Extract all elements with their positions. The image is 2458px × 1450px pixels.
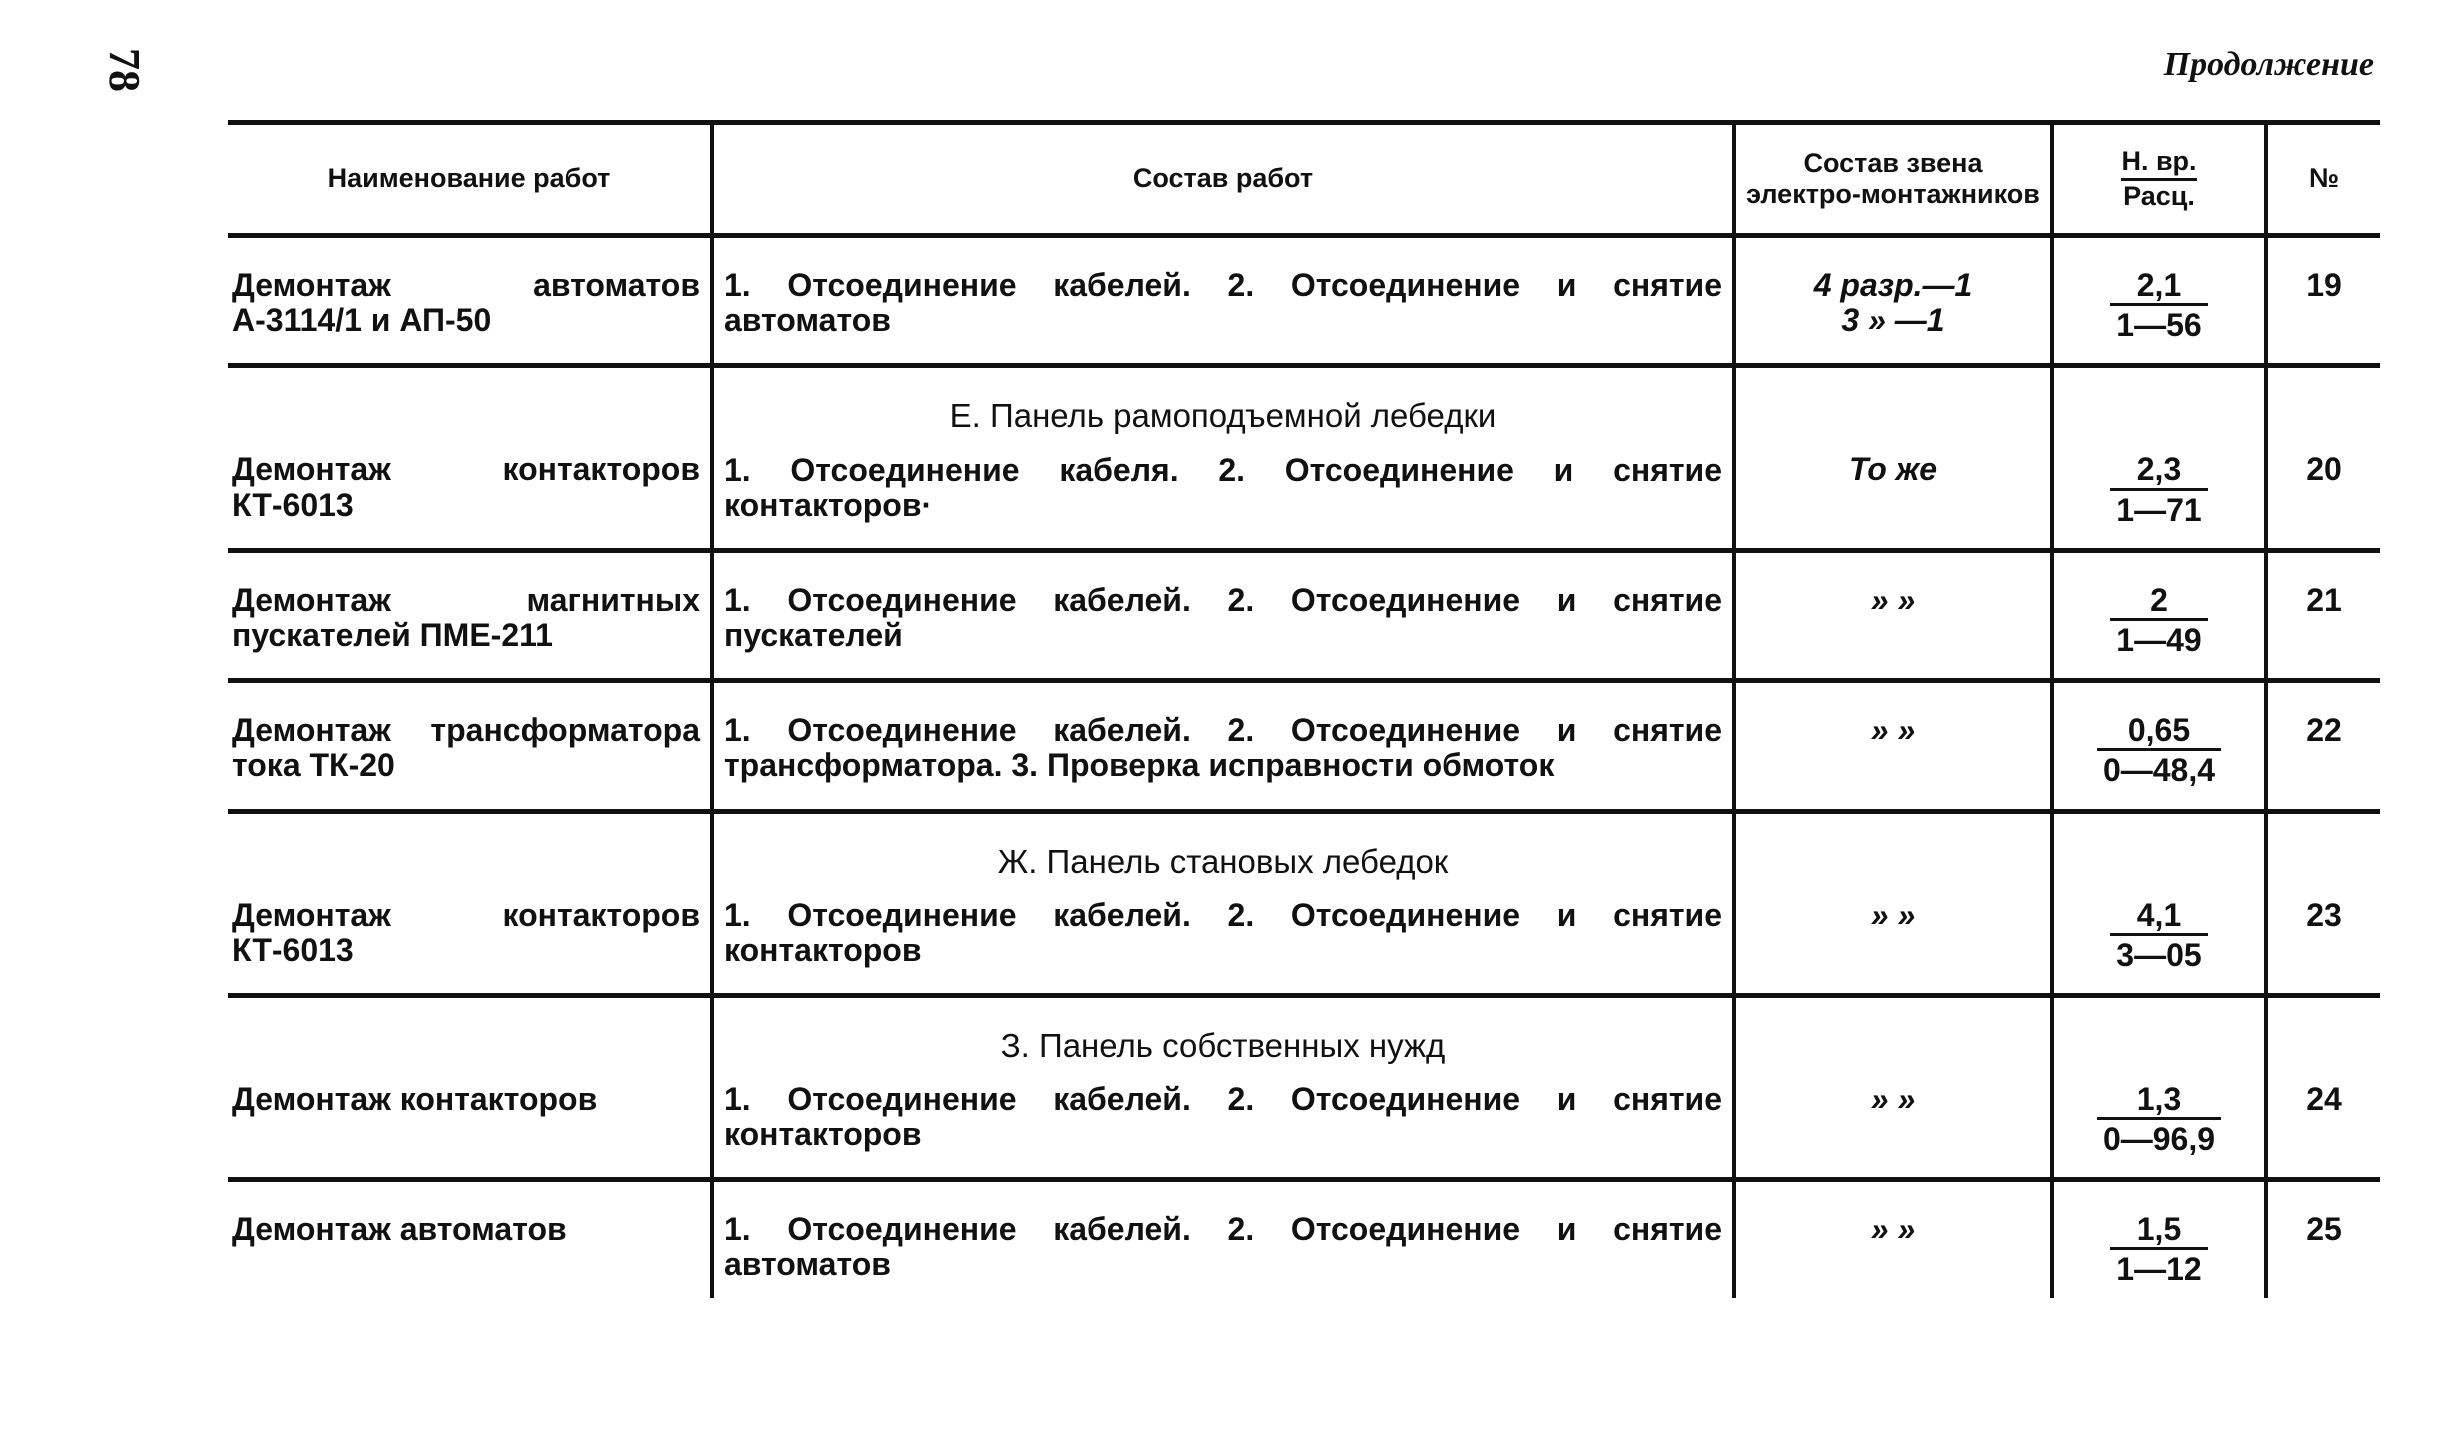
row-work: 1. Отсоединение кабелей. 2. Отсоединение и снятие автоматов: [712, 236, 1734, 366]
row-work: 1. Отсоединение кабелей. 2. Отсоединение и снятие трансформатора. 3. Проверка исправности обмоток: [712, 681, 1734, 811]
work-norms-table: [228, 120, 2380, 1298]
table-row: [228, 811, 2380, 995]
rate-price: 1—49: [2116, 621, 2202, 658]
row-name: Демонтаж магнитных пускателей ПМЕ-211: [228, 550, 712, 680]
row-rate: [2052, 811, 2266, 995]
table-row: [228, 236, 2380, 366]
row-work: [712, 995, 1734, 1179]
row-number: 19: [2266, 236, 2380, 366]
row-number: 23: [2266, 811, 2380, 995]
row-rate: [2052, 995, 2266, 1179]
rate-price: 0—48,4: [2102, 752, 2216, 789]
page-number: 78: [100, 48, 149, 92]
crew-line: То же: [1848, 451, 1938, 488]
rate-norm: 2,3: [2110, 452, 2207, 490]
row-work-text: 1. Отсоединение кабелей. 2. Отсоединение и снятие контакторов: [724, 896, 1722, 968]
rate-norm: 4,1: [2110, 898, 2207, 936]
row-rate: [2052, 236, 2266, 366]
rate-norm: 1,5: [2110, 1212, 2207, 1250]
row-name: Демонтаж автоматов: [232, 1211, 567, 1248]
header-rate-norm: Н. вр.: [2121, 146, 2196, 180]
row-rate: [2052, 550, 2266, 680]
row-crew: [1734, 811, 2052, 995]
rate-norm: 1,3: [2097, 1082, 2221, 1120]
rate-norm: 2: [2110, 583, 2207, 621]
header-rate-price: Расц.: [2123, 180, 2195, 211]
table-row: [228, 366, 2380, 550]
row-crew: [1734, 995, 2052, 1179]
rate-norm: 2,1: [2110, 268, 2207, 306]
crew-line: » »: [1870, 581, 1916, 618]
row-number: 24: [2266, 995, 2380, 1179]
row-crew: [1734, 366, 2052, 550]
row-number: 22: [2266, 681, 2380, 811]
row-name: Демонтаж контакторов КТ-6013: [228, 366, 712, 550]
row-number: 25: [2266, 1180, 2380, 1298]
rate-price: 1—12: [2116, 1251, 2202, 1288]
header-number: №: [2266, 123, 2380, 236]
row-rate: [2052, 681, 2266, 811]
row-name: Демонтаж автоматов А-3114/1 и АП-50: [228, 236, 712, 366]
row-work: 1. Отсоединение кабелей. 2. Отсоединение и снятие пускателей: [712, 550, 1734, 680]
row-number: 20: [2266, 366, 2380, 550]
row-name: Демонтаж контакторов КТ-6013: [228, 811, 712, 995]
row-name: Демонтаж контакторов: [228, 995, 712, 1179]
crew-line: 3 » —1: [1841, 302, 1945, 339]
row-number: 21: [2266, 550, 2380, 680]
row-crew: [1734, 1180, 2052, 1298]
section-title: Ж. Панель становых лебедок: [997, 842, 1449, 880]
row-rate: [2052, 366, 2266, 550]
row-name: Демонтаж трансформатора тока ТК-20: [228, 681, 712, 811]
header-name: Наименование работ: [228, 123, 712, 236]
crew-line: 4 разр.—1: [1813, 267, 1973, 303]
row-crew: [1734, 681, 2052, 811]
crew-line: » »: [1870, 1080, 1916, 1117]
crew-line: » »: [1870, 1211, 1916, 1248]
row-work: 1. Отсоединение кабелей. 2. Отсоединение и снятие автоматов: [712, 1180, 1734, 1298]
row-rate: [2052, 1180, 2266, 1298]
row-crew: [1734, 550, 2052, 680]
rate-price: 1—56: [2116, 307, 2202, 344]
row-crew: [1734, 236, 2052, 366]
table-row: [228, 1180, 2380, 1298]
row-work: [712, 366, 1734, 550]
rate-price: 0—96,9: [2102, 1121, 2216, 1158]
row-work-text: 1. Отсоединение кабеля. 2. Отсоединение и снятие контакторов·: [724, 451, 1722, 523]
section-title: З. Панель собственных нужд: [1000, 1026, 1446, 1064]
row-work-text: 1. Отсоединение кабелей. 2. Отсоединение и снятие контакторов: [724, 1081, 1722, 1153]
section-title: Е. Панель рамоподъемной лебедки: [949, 397, 1497, 435]
header-rate: [2052, 123, 2266, 236]
rate-price: 3—05: [2116, 936, 2202, 973]
table-row: [228, 995, 2380, 1179]
rate-norm: 0,65: [2097, 713, 2221, 751]
table-row: [228, 681, 2380, 811]
crew-line: » »: [1870, 896, 1916, 933]
header-work: Состав работ: [712, 123, 1734, 236]
header-crew: Состав звена электро-монтажников: [1734, 123, 2052, 236]
table-row: [228, 550, 2380, 680]
table-header-row: [228, 123, 2380, 236]
row-work: [712, 811, 1734, 995]
rate-price: 1—71: [2116, 491, 2202, 528]
crew-line: » »: [1870, 712, 1916, 749]
continuation-label: Продолжение: [2163, 46, 2374, 83]
